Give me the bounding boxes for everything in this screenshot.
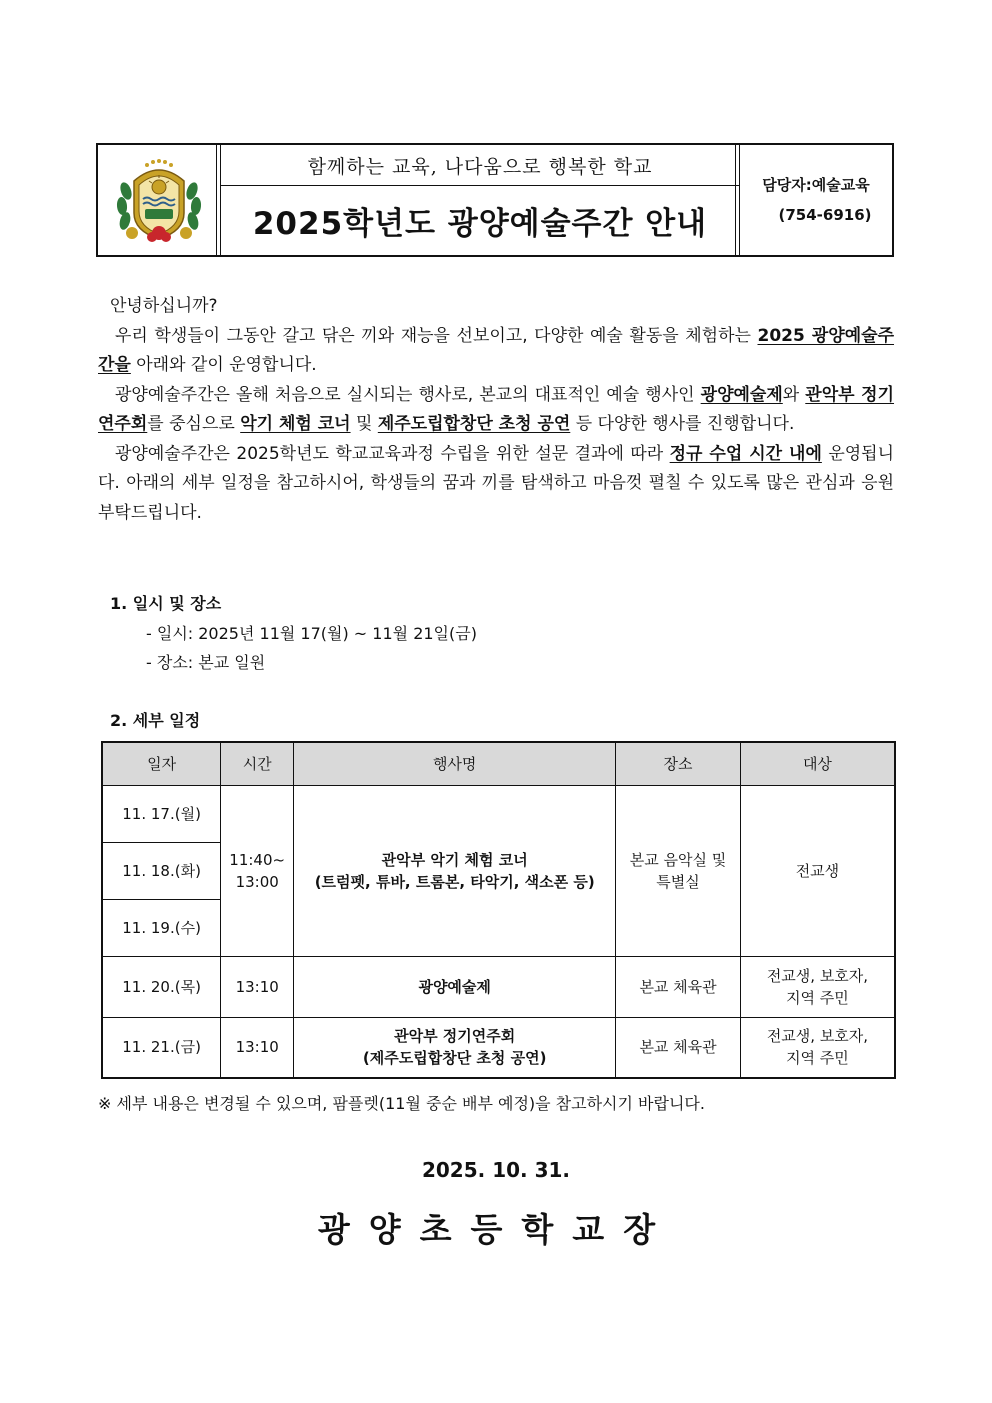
- section-1-title: 1. 일시 및 장소: [110, 594, 222, 613]
- date-cell: 11. 21.(금): [102, 1018, 221, 1078]
- school-motto: 함께하는 교육, 나다움으로 행복한 학교: [221, 145, 739, 186]
- audience-text: 전교생, 보호자,: [766, 1027, 869, 1046]
- event-text: 관악부 정기연주회: [394, 1027, 516, 1046]
- event-cell: [294, 1018, 616, 1078]
- time-text: 13:00: [235, 873, 279, 891]
- column-header: 행사명: [294, 742, 616, 786]
- event-text: (트럼펫, 튜바, 트롬본, 타악기, 색소폰 등): [314, 873, 595, 891]
- place-line: - 장소: 본교 일원: [146, 653, 266, 672]
- text-run: 운영됩니다. 아래의 세부 일정을 참고하시어, 학생들의 꿈과 끼를 탐색하고 마음껏 펼칠 수 있도록 많은 관심과 응원 부탁드립니다.: [98, 443, 895, 523]
- text-run: 우리 학생들이 그동안 갈고 닦은 끼와 재능을 선보이고, 다양한 예술 활동을 체험하는: [115, 325, 758, 346]
- intro-paragraph-1: [98, 322, 894, 381]
- column-header: 일자: [102, 742, 221, 786]
- logo-cell: [98, 145, 221, 255]
- text-run: 와: [782, 384, 806, 405]
- greeting: 안녕하십니까?: [110, 296, 218, 316]
- text-run: 아래와 같이 운영합니다.: [130, 355, 317, 375]
- date-cell: 11. 20.(목): [102, 957, 221, 1018]
- date-cell: 11. 18.(화): [102, 843, 221, 900]
- place-cell: [616, 786, 741, 957]
- document-title: 2025학년도 광양예술주간 안내: [252, 206, 708, 242]
- contact-cell: [740, 145, 892, 255]
- note-text: ※ 세부 내용은 변경될 수 있으며, 팜플렛(11월 중순 배부 예정)을 참고하시기 바랍니다.: [98, 1094, 705, 1113]
- contact-label: 담당자:예술교육: [762, 176, 870, 194]
- audience-cell: [740, 1018, 895, 1078]
- issue-date: 2025. 10. 31.: [421, 1158, 571, 1182]
- document-header: [96, 143, 894, 257]
- table-header-row: [102, 742, 895, 786]
- intro-paragraph-3: [98, 440, 894, 529]
- table-row: [102, 1018, 895, 1078]
- highlight-text: 악기 체험 코너: [240, 414, 351, 434]
- highlight-text: 광양예술제: [700, 384, 783, 405]
- audience-text: 지역 주민: [786, 1049, 849, 1068]
- section-2-title: 2. 세부 일정: [110, 711, 201, 730]
- text-run: 광양예술주간은 올해 처음으로 실시되는 행사로, 본교의 대표적인 예술 행사인: [115, 384, 701, 405]
- place-cell: 본교 체육관: [616, 1018, 741, 1078]
- highlight-text: 정규 수업 시간 내에: [669, 443, 822, 464]
- text-run: 를 중심으로: [147, 414, 241, 434]
- table-row: [102, 786, 895, 843]
- highlight-text: 관악부 정기연주회: [98, 384, 895, 434]
- audience-text: 지역 주민: [786, 989, 849, 1007]
- column-header: 대상: [740, 742, 895, 786]
- place-cell: 본교 체육관: [616, 957, 741, 1018]
- highlight-text: 2025 광양예술주간을: [98, 325, 895, 375]
- date-line: - 일시: 2025년 11월 17(월) ~ 11월 21일(금): [146, 624, 477, 643]
- audience-cell: [740, 957, 895, 1018]
- audience-text: 전교생, 보호자,: [766, 967, 869, 985]
- intro-text: [98, 292, 894, 528]
- event-cell: 광양예술제: [294, 957, 616, 1018]
- text-run: 및: [350, 414, 378, 434]
- school-emblem-icon: [112, 151, 206, 249]
- event-cell: [294, 786, 616, 957]
- date-cell: 11. 17.(월): [102, 786, 221, 843]
- date-cell: 11. 19.(수): [102, 900, 221, 957]
- column-header: 장소: [616, 742, 741, 786]
- time-cell: 13:10: [221, 1018, 294, 1078]
- place-text: 특별실: [656, 873, 700, 891]
- text-run: 광양예술주간은 2025학년도 학교교육과정 수립을 위한 설문 결과에 따라: [115, 443, 670, 464]
- audience-cell: 전교생: [740, 786, 895, 957]
- text-run: 등 다양한 행사를 진행합니다.: [570, 414, 795, 434]
- principal-signature: 광양초등학교장: [317, 1210, 675, 1249]
- title-cell: [221, 145, 740, 255]
- contact-phone: (754-6916): [778, 206, 872, 224]
- intro-paragraph-2: [98, 381, 894, 440]
- event-text: (제주도립합창단 초청 공연): [362, 1049, 547, 1068]
- time-cell: [221, 786, 294, 957]
- highlight-text: 제주도립합창단 초청 공연: [377, 414, 571, 434]
- schedule-table: [101, 741, 896, 1079]
- place-text: 본교 음악실 및: [629, 851, 727, 869]
- event-text: 관악부 악기 체험 코너: [381, 851, 528, 869]
- time-cell: 13:10: [221, 957, 294, 1018]
- column-header: 시간: [221, 742, 294, 786]
- time-text: 11:40~: [229, 851, 286, 869]
- table-row: [102, 957, 895, 1018]
